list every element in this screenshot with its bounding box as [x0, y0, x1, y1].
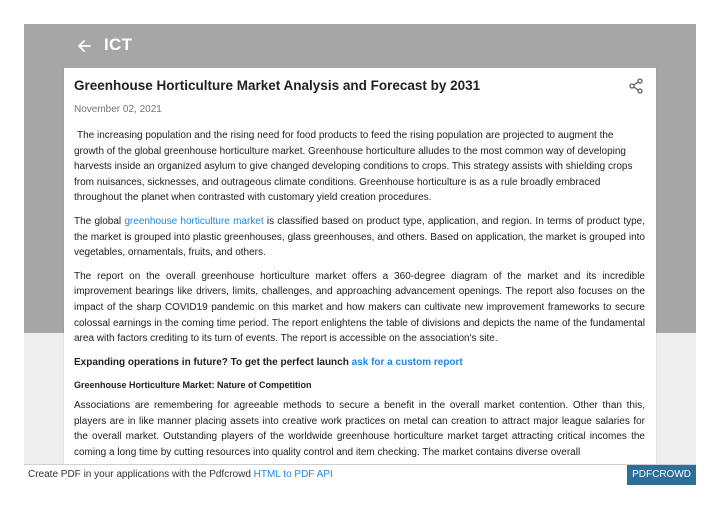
cta-text: Expanding operations in future? To get the perfect launch: [74, 356, 352, 368]
pdf-footer: [24, 464, 696, 485]
page-background: [24, 24, 696, 464]
footer-text: [28, 469, 333, 480]
market-link[interactable]: greenhouse horticulture market: [124, 215, 264, 227]
custom-report-link[interactable]: ask for a custom report: [351, 356, 463, 368]
paragraph-intro: The increasing population and the rising need for food products to feed the rising population are projected to augment the growth of the global greenhouse horticulture market. Greenhouse horticulture alludes to the most common way of developing harvests inside an organized asylum to give changed developing conditions to crops. This strategy assists with shielding crops from nuisances, sicknesses, and outrageous climate conditions. Greenhouse horticulture is as a rule broadly embraced throughout the planet when contrasted with customary yield creation procedures.: [74, 130, 633, 204]
cta-line: [74, 355, 645, 371]
back-arrow-icon[interactable]: [74, 36, 94, 56]
blog-title[interactable]: ICT: [104, 35, 133, 54]
paragraph-competition: Associations are remembering for agreeable methods to secure a benefit in the overall market contention. Other than this, players are in like manner placing assets into creative work practices on metal can creation to attract major league salaries for the overall market. Outstanding players of the worldwide greenhouse horticulture market target attracting critical incomes the coming a long time by cutting resources into quality control and item checking. The market contains diverse overall: [74, 399, 645, 458]
top-bar: [24, 24, 696, 68]
post-date: November 02, 2021: [74, 104, 162, 115]
paragraph-segments-text-end: is classified based on product type, application, and region. In terms of product type, the market is grouped into plastic greenhouses, glass greenhouses, and others. Based on application, the market is grouped into vegetables, ornamentals, fruits, and others.: [74, 215, 645, 259]
paragraph-report: The report on the overall greenhouse horticulture market offers a 360-degree diagram of the market and its incredible improvement bearings like drivers, limits, challenges, and approaching advancement openings. The report also focuses on the impact of the sharp COVID19 pandemic on this market and how makers can cultivate new improvement frameworks to secure colossal earnings in the coming time period. The report enlightens the table of divisions and depicts the name of the fundamental area with factors crediting to its turn of events. The report is accessible on the association's site.: [74, 270, 645, 345]
competition-subheading: Greenhouse Horticulture Market: Nature of Competition: [74, 380, 312, 391]
post-card: [64, 68, 656, 464]
paragraph-segments: [74, 214, 645, 261]
paragraph-segments-text-start: The global: [74, 215, 125, 227]
pdfcrowd-button[interactable]: PDFCROWD: [627, 465, 696, 485]
footer-caption: Create PDF in your applications with the Pdfcrowd: [28, 469, 254, 480]
post-body: [74, 128, 645, 464]
post-title: Greenhouse Horticulture Market Analysis and Forecast by 2031: [74, 78, 481, 93]
share-icon[interactable]: [628, 78, 644, 94]
html-to-pdf-link[interactable]: HTML to PDF API: [253, 469, 333, 480]
